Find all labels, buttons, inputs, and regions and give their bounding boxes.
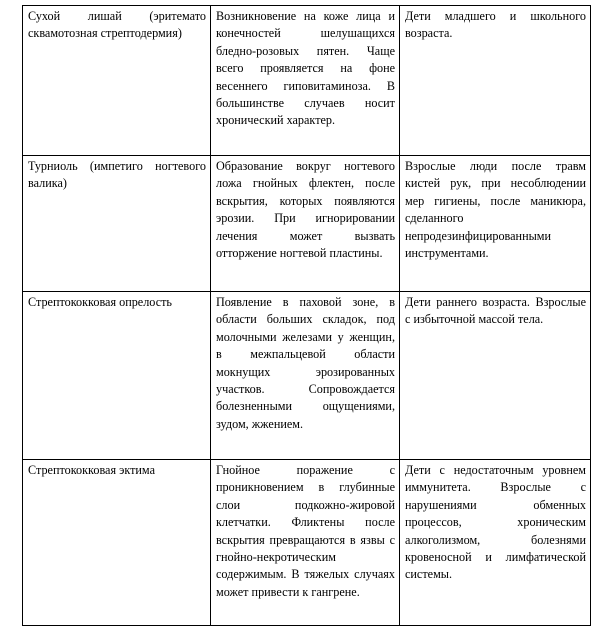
table-row — [23, 460, 591, 626]
risk-group: Дети с недостаточным уровнем иммунитета. Взрослые с нарушениями обменных процессов, хроническим алкоголизмом, болезнями кровеносной и лимфатической системы. — [405, 463, 586, 582]
disease-name: Сухой лишай (эритемато сквамотозная стрептодермия) — [28, 9, 206, 41]
disease-name: Стрептококковая эктима — [28, 463, 155, 477]
table-row — [23, 156, 591, 292]
description-cell — [211, 292, 400, 460]
description-cell — [211, 156, 400, 292]
disease-name-cell — [23, 6, 211, 156]
risk-group-cell — [400, 156, 591, 292]
risk-group: Взрослые люди после травм кистей рук, при несоблюдении мер гигиены, после маникюра, сделанного непродезинфицированными инструментами. — [405, 159, 586, 261]
disease-name: Стрептококковая опрелость — [28, 295, 172, 309]
disease-description: Появление в паховой зоне, в области больших складок, под молочными железами у женщин, в межпальцевой области мокнущих эрозированных участков. Сопровождается болезненными ощущениями, зудом, жжением. — [216, 295, 395, 431]
risk-group: Дети младшего и школьного возраста. — [405, 9, 586, 41]
disease-description: Возникновение на коже лица и конечностей шелушащихся бледно-розовых пятен. Чаще всего проявляется на фоне весеннего гиповитаминоза. В большинстве случаев носит хронический характер. — [216, 9, 395, 128]
table-row — [23, 6, 591, 156]
disease-name-cell — [23, 156, 211, 292]
disease-description: Образование вокруг ногтевого ложа гнойных флектен, после вскрытия, которых появляются эрозии. При игнорировании лечения может вызвать отторжение ногтевой пластины. — [216, 159, 395, 261]
risk-group-cell — [400, 6, 591, 156]
disease-description: Гнойное поражение с проникновением в глубинные слои подкожно-жировой клетчатки. Фликтены после вскрытия превращаются в язвы с гнойно-некротическим содержимым. В тяжелых случаях может привести к гангрене. — [216, 463, 395, 599]
description-cell — [211, 6, 400, 156]
risk-group: Дети раннего возраста. Взрослые с избыточной массой тела. — [405, 295, 586, 327]
disease-name-cell — [23, 460, 211, 626]
disease-name: Турниоль (импетиго ногтевого валика) — [28, 159, 206, 191]
disease-table — [22, 5, 591, 626]
table-row — [23, 292, 591, 460]
description-cell — [211, 460, 400, 626]
risk-group-cell — [400, 292, 591, 460]
disease-name-cell — [23, 292, 211, 460]
risk-group-cell — [400, 460, 591, 626]
